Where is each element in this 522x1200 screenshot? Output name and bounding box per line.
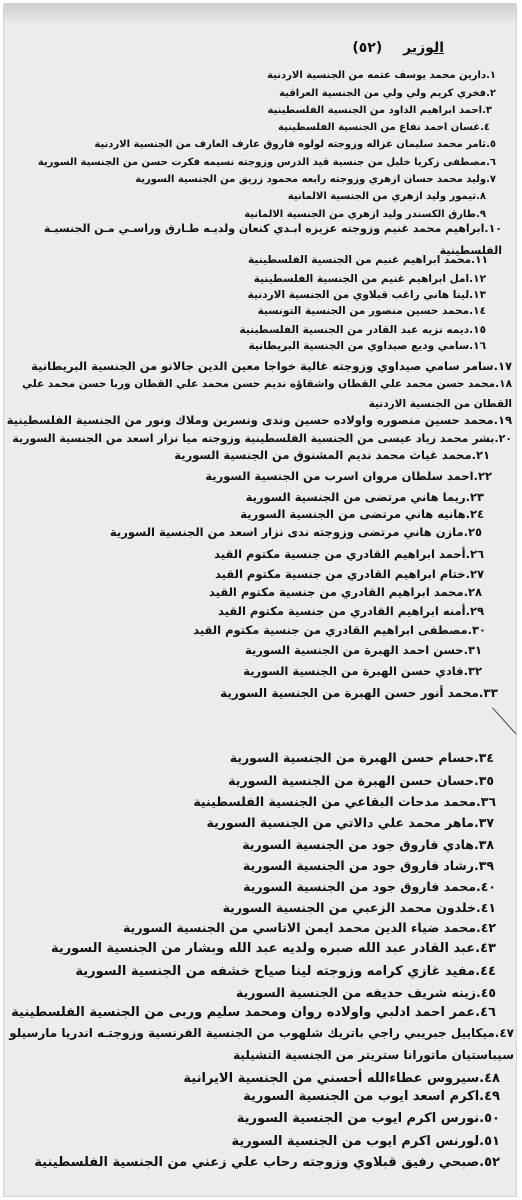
entry-12 (254, 273, 486, 285)
entry-text: ريما هاني مرتضى من الجنسية السورية (245, 490, 466, 504)
entry-48 (183, 1072, 500, 1087)
entry-42 (123, 921, 496, 935)
entry-33 (220, 687, 498, 701)
entry-text: محمد ضياء الدين محمد ايمن الاتاسي من الجنسية السورية (123, 920, 476, 935)
entry-11 (248, 254, 488, 266)
entry-text: ثامر محمد سليمان غزاله وزوجته لولوه فاروق عارف العارف من الجنسية الاردنية (94, 139, 487, 150)
entry-number-dot: . (478, 686, 484, 700)
entry-number-dot: . (486, 174, 490, 185)
entry-number: ١٤ (473, 305, 486, 317)
entry-number: ٤٩ (484, 1089, 500, 1104)
entry-continuation: سيباستيان ماتورانا ستريتر من الجنسية التشيلية (233, 1048, 514, 1062)
entry-number-dot: . (476, 191, 480, 202)
entry-number-dot: . (469, 305, 474, 317)
entry-number-dot: . (475, 964, 481, 979)
entry-number: ١١ (475, 254, 488, 266)
entry-number: ٣٢ (467, 664, 482, 678)
entry-text: أحمد ابراهيم القادري من جنسية مكتوم القيد (214, 547, 466, 561)
entry-number-dot: . (473, 750, 479, 765)
entry-number: ٢١ (475, 448, 490, 462)
entry-text: فادي حسن الهبرة من الجنسية السورية (243, 664, 464, 678)
entry-51 (231, 1135, 500, 1150)
entry-number-dot: . (465, 490, 470, 504)
entry-text: حسن احمد الهبرة من الجنسية السورية (244, 643, 464, 657)
entry-number-dot: . (465, 567, 470, 581)
entry-number: ٤ (483, 122, 490, 133)
entry-35 (228, 774, 494, 788)
entry-17 (31, 360, 512, 373)
entry-text: عبد القادر عبد الله صبره ولديه عبد الله وبشار من الجنسية السورية (50, 941, 476, 956)
entry-number-dot: . (475, 1005, 481, 1020)
entry-number: ١٥ (473, 324, 486, 336)
entry-number: ١٧ (497, 359, 512, 373)
entry-text: مفيد غازي كرامه وزوجته لينا صياح خشفه من الجنسية السورية (75, 964, 476, 979)
entry-number: ١٨ (499, 378, 512, 390)
entry-text: ديمه نزيه عبد القادر من الجنسية الفلسطينية (239, 324, 470, 336)
entry-47 (9, 1026, 514, 1041)
entry-15 (240, 324, 487, 336)
entry-number: ٤٦ (480, 1005, 496, 1020)
entry-number-dot: . (469, 340, 474, 352)
entry-text: صبحي رفيق قبلاوي وزوجته رحاب علي زعني من الجنسية الفلسطينية (34, 1155, 480, 1170)
entry-text: مصطفى ابراهيم القادري من جنسية مكتوم القيد (193, 623, 468, 637)
entry-number: ٣٩ (478, 858, 494, 873)
entry-number-dot: . (475, 920, 481, 935)
entry-text: خلدون محمد الزعبي من الجنسية السورية (222, 900, 476, 915)
entry-number-dot: . (495, 378, 500, 390)
entry-10 (44, 223, 502, 236)
entry-number-dot: . (473, 469, 478, 483)
entry-number-dot: . (493, 359, 498, 373)
entry-text: هادي فاروق جود من الجنسية السورية (242, 837, 474, 852)
entry-21 (174, 449, 490, 462)
entry-text: اكرم اسعد ايوب من الجنسية السورية (243, 1089, 480, 1104)
entry-number-dot: . (475, 941, 481, 956)
entry-number: ١٢ (473, 273, 486, 285)
entry-text: امل ابراهيم غنيم من الجنسية الفلسطينية (253, 273, 470, 285)
entry-22 (205, 470, 492, 483)
entry-number-dot: . (479, 1089, 485, 1104)
entry-text: زينه شريف حديفه من الجنسية السورية (236, 985, 476, 1000)
entry-20 (12, 433, 512, 446)
entry-text: طارق الكسندر وليد ازهري من الجنسية الالمانية (244, 209, 477, 220)
entry-text: سامر سامي صيداوي وزوجته غالية خواجا معين الدين جالانو من الجنسية البريطانية (31, 359, 494, 373)
entry-number: ٣٦ (480, 794, 496, 809)
entry-number-dot: . (465, 507, 470, 521)
entry-number: ٢٨ (467, 585, 482, 599)
list-heading (352, 40, 444, 56)
entry-text: فخري كريم ولي ولي من الجنسية العراقية (279, 88, 487, 99)
entry-6 (38, 157, 496, 169)
entry-text: محمد حسين منصوره واولاده حسين وندى ونسرين وملاك ونور من الجنسية الفلسطينية (6, 413, 494, 427)
entry-number: ٤٤ (480, 964, 496, 979)
entry-34 (230, 751, 494, 765)
entry-number: ١٩ (497, 413, 512, 427)
entry-number-dot: . (486, 157, 490, 168)
entry-text: حسان حسن الهبرة من الجنسية السورية (228, 773, 474, 788)
entry-number-dot: . (463, 525, 468, 539)
entry-number: ٨ (479, 191, 486, 202)
entry-number-dot: . (473, 858, 479, 873)
entry-text: هانيه هاني مرتضى من الجنسية السورية (240, 507, 466, 521)
entry-text: مازن هاني مرتضى وزوجته ندى نزار اسعد من الجنسية السورية (109, 525, 464, 539)
entry-text: محمد حسن محمد علي القطان واشقاؤه نديم حسن محمد علي القطان وربا حسن محمد علي (22, 378, 496, 390)
entry-number-dot: . (471, 254, 476, 266)
entry-text: محمد حسين منصور من الجنسية التونسية (257, 305, 470, 317)
entry-number: ٣ (485, 105, 492, 116)
entry-continuation: القطان من الجنسية الاردنية (368, 398, 512, 410)
entry-23 (246, 491, 484, 504)
entry-8 (288, 191, 486, 203)
entry-number: ٢٤ (469, 507, 484, 521)
entry-text: لينا هاني راغب قبلاوي من الجنسية الاردنية (247, 289, 470, 301)
entry-text: تيمور وليد ازهري من الجنسية الالمانية (287, 191, 477, 202)
entry-number: ١٠ (488, 222, 502, 235)
entry-number-dot: . (486, 70, 490, 81)
entry-number-dot: . (473, 815, 479, 830)
entry-text: محمد ابراهيم القادري من جنسية مكتوم القيد (209, 585, 464, 599)
entry-text: لورنس اكرم ايوب من الجنسية السورية (231, 1134, 480, 1149)
entry-number: ٢٢ (477, 469, 492, 483)
entry-text: وليد محمد حسان ازهري وزوجته رابعه محمود زريق من الجنسية السورية (135, 174, 487, 185)
entry-text: محمد أنور حسن الهبرة من الجنسية السورية (220, 686, 479, 700)
entry-32 (243, 665, 482, 678)
entry-text: مصطفى زكريا خليل من جنسية قيد الدرس وزوجته نسيمه فكرت حسن من الجنسية السورية (37, 157, 487, 168)
entry-number-dot: . (494, 1026, 500, 1040)
entry-number-dot: . (467, 623, 472, 637)
entry-44 (75, 965, 496, 980)
entry-number: ٥٢ (484, 1155, 500, 1170)
entry-text: ميكاييل جبريبي راجي باتريك شلهوب من الجنسية الفرنسية وزوجتـه اندريا مارسيلو (9, 1026, 495, 1040)
heading-count: (٥٢) (352, 40, 383, 56)
entry-text: محمد ابراهيم غنيم من الجنسية الفلسطينية (248, 254, 472, 266)
entry-number: ٢ (489, 88, 496, 99)
entry-number: ٥٠ (484, 1111, 500, 1126)
entry-18 (22, 378, 512, 390)
entry-continuation: الفلسطينية (439, 244, 502, 257)
entry-number: ٤٧ (499, 1026, 514, 1040)
entry-text: احمد ابراهيم الداود من الجنسية الفلسطينية (267, 105, 483, 116)
entry-41 (223, 901, 496, 915)
handwritten-slash-mark (492, 707, 517, 760)
entry-4 (278, 122, 490, 134)
entry-number: ٥ (489, 139, 496, 150)
entry-number-dot: . (469, 289, 474, 301)
entry-number: ٢٧ (469, 567, 484, 581)
entry-number-dot: . (479, 1155, 485, 1170)
entry-number: ٩ (479, 209, 486, 220)
entry-number: ٤٢ (480, 920, 496, 935)
entry-text: ماهر محمد علي دالاتي من الجنسية السورية (206, 815, 474, 830)
entry-39 (243, 859, 494, 873)
entry-number-dot: . (479, 1134, 485, 1149)
entry-5 (94, 139, 496, 151)
entry-text: سامي وديع صيداوي من الجنسية البريطانية (248, 340, 470, 352)
entry-number: ٣٥ (478, 773, 494, 788)
entry-number-dot: . (484, 222, 489, 235)
entry-text: محمد غياث محمد نديم المشنوق من الجنسية السورية (174, 448, 472, 462)
entry-19 (6, 413, 512, 427)
entry-45 (236, 986, 496, 1000)
entry-number: ٤٥ (480, 985, 496, 1000)
entry-number-dot: . (486, 88, 490, 99)
entry-number-dot: . (479, 1071, 485, 1086)
entry-number-dot: . (465, 604, 470, 618)
entry-7 (135, 174, 496, 186)
entry-text: ختام ابراهيم القادري من جنسية مكتوم القيد (215, 567, 466, 581)
entry-number: ٤٠ (480, 879, 496, 894)
entry-number-dot: . (480, 122, 484, 133)
entry-14 (258, 305, 486, 317)
entry-3 (267, 105, 492, 117)
entry-number-dot: . (475, 879, 481, 894)
entry-text: ابراهيم محمد غنيم وزوجته عزيزه ابـدي كنعان ولديـه طـارق وراسـي مـن الجنسيـة (43, 222, 485, 235)
entry-number-dot: . (493, 413, 498, 427)
entry-36 (193, 795, 496, 809)
entry-31 (245, 644, 482, 657)
entry-number: ٣٠ (471, 623, 486, 637)
entry-9 (244, 209, 486, 221)
entry-text: احمد سلطان مروان اسرب من الجنسية السورية (205, 469, 474, 483)
entry-50 (237, 1112, 500, 1127)
entry-number: ٢٦ (469, 547, 484, 561)
entry-number: ١٦ (473, 340, 486, 352)
entry-number-dot: . (473, 837, 479, 852)
entry-1 (267, 70, 496, 82)
entry-number: ٧ (489, 174, 496, 185)
entry-number: ٣٤ (478, 750, 494, 765)
entry-number: ٥١ (484, 1134, 500, 1149)
entry-text: عمر احمد ادلبي واولاده روان ومحمد سليم وربى من الجنسية الفلسطينية (11, 1005, 476, 1020)
entry-2 (279, 88, 496, 100)
entry-text: سيروس عطاءالله أحسني من الجنسية الايرانية (183, 1071, 480, 1086)
entry-27 (215, 568, 484, 581)
entry-number: ٢٣ (469, 490, 484, 504)
entry-49 (243, 1090, 500, 1105)
entry-number-dot: . (476, 209, 480, 220)
entry-38 (242, 838, 494, 852)
entry-number-dot: . (463, 664, 468, 678)
page-top-fold (4, 4, 516, 26)
entry-number: ٤٣ (480, 941, 496, 956)
entry-text: غسان احمد نفاع من الجنسية الفلسطينية (278, 122, 481, 133)
entry-number-dot: . (473, 773, 479, 788)
entry-text: حسام حسن الهبرة من الجنسية السورية (229, 750, 474, 765)
entry-number-dot: . (486, 139, 490, 150)
entry-29 (218, 605, 484, 618)
entry-text: بشر محمد زياد عيسى من الجنسية الفلسطينية وزوجته ميا نزار اسعد من الجنسية السورية (12, 432, 495, 445)
entry-13 (248, 289, 486, 301)
entry-number: ٢٩ (469, 604, 484, 618)
entry-number-dot: . (475, 985, 481, 1000)
entry-number: ٦ (489, 157, 496, 168)
entry-number-dot: . (471, 448, 476, 462)
entry-number-dot: . (475, 900, 481, 915)
entry-number: ٣٣ (483, 686, 498, 700)
entry-text: نورس اكرم ايوب من الجنسية السورية (236, 1111, 480, 1126)
entry-46 (11, 1006, 496, 1021)
entry-number-dot: . (463, 585, 468, 599)
entry-40 (243, 880, 496, 894)
entry-number: ٤١ (480, 900, 496, 915)
entry-24 (240, 508, 484, 521)
heading-title: الوزير (403, 40, 444, 56)
entry-number: ١٣ (473, 289, 486, 301)
entry-number: ٣٨ (478, 837, 494, 852)
entry-number-dot: . (479, 1111, 485, 1126)
entry-number: ٣٧ (478, 815, 494, 830)
entry-30 (193, 624, 486, 637)
entry-26 (214, 548, 484, 561)
entry-text: رشاد فاروق جود من الجنسية السورية (242, 858, 474, 873)
entry-number: ٣١ (467, 643, 482, 657)
entry-number-dot: . (494, 432, 499, 445)
entry-number: ١ (489, 70, 496, 81)
entry-text: دارين محمد يوسف عتمه من الجنسية الاردنية (267, 70, 487, 81)
entry-25 (110, 526, 482, 539)
entry-52 (34, 1156, 500, 1171)
entry-number-dot: . (469, 273, 474, 285)
entry-number-dot: . (475, 794, 481, 809)
entry-number-dot: . (465, 547, 470, 561)
entry-text: أمنه ابراهيم القادري من جنسية مكتوم القيد (218, 604, 466, 618)
entry-number-dot: . (469, 324, 474, 336)
entry-number: ٢٠ (498, 432, 512, 445)
entry-43 (51, 942, 496, 957)
entry-37 (207, 816, 494, 830)
entry-16 (248, 340, 486, 352)
entry-number-dot: . (463, 643, 468, 657)
entry-number: ٢٥ (467, 525, 482, 539)
entry-text: محمد مدحات البقاعي من الجنسية الفلسطينية (193, 794, 476, 809)
entry-text: محمد فاروق جود من الجنسية السورية (243, 879, 476, 894)
entry-28 (209, 586, 482, 599)
entry-number-dot: . (482, 105, 486, 116)
scanned-page (3, 3, 517, 1197)
entry-number: ٤٨ (484, 1071, 500, 1086)
